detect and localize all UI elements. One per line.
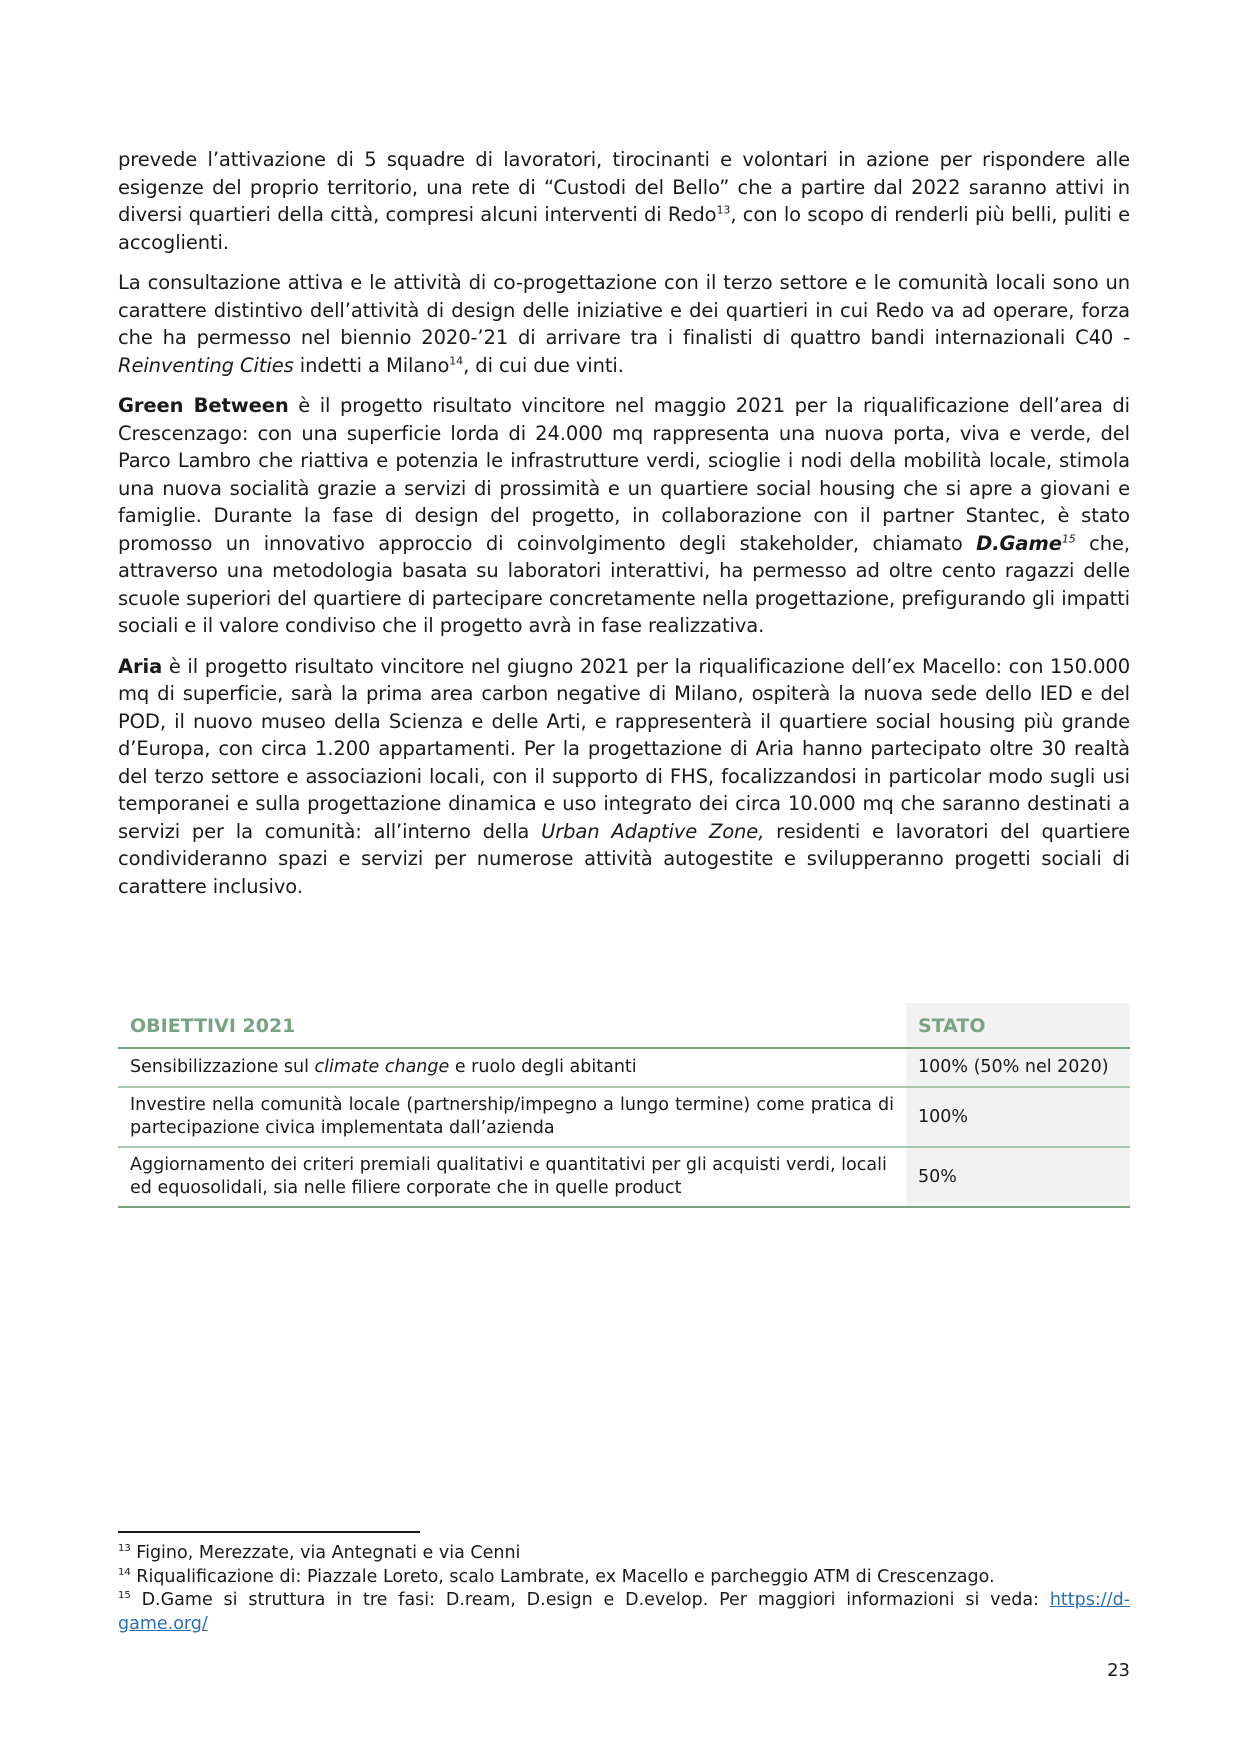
status-cell: 100% (50% nel 2020) [906,1048,1130,1087]
objective-cell: Sensibilizzazione sul climate change e ruolo degli abitanti [118,1048,906,1087]
paragraph-green-between: Green Between è il progetto risultato vincitore nel maggio 2021 per la riqualificazione dell’area di Crescenzago: con una superficie lorda di 24.000 mq rappresenta una nuova porta, viva e verde, del Parco Lambro che riattiva e potenzia le infrastrutture verdi, scioglie i nodi della mobilità locale, stimola una nuova socialità grazie a servizi di prossimità e un quartiere social housing che si apre a giovani e famiglie. Durante la fase di design del progetto, in collaborazione con il partner Stantec, è stato promosso un innovativo approccio di coinvolgimento degli stakeholder, chiamato D.Game$^{15}$ che, attraverso una metodologia basata su laboratori interattivi, ha permesso ad oltre cento ragazzi delle scuole superiori del quartiere di partecipare concretamente nella progettazione, prefigurando gli impatti sociali e il valore condiviso che il progetto avrà in fase realizzativa. [118,394,1130,637]
page-number: 23 [1107,1660,1130,1681]
footnote-separator [118,1531,420,1533]
footnote-14: $^{14}$ Riqualificazione di: Piazzale Loreto, scalo Lambrate, ex Macello e parcheggio ATM di Crescenzago. [118,1566,995,1587]
status-cell: 50% [906,1147,1130,1207]
project-name-aria: Aria [118,654,163,678]
body-text [118,146,1130,913]
footnotes [118,1542,1130,1636]
status-cell: 100% [906,1087,1130,1147]
dgame-link[interactable]: https://d-game.org/ [118,1590,1130,1634]
footnote-13: $^{13}$ Figino, Merezzate, via Antegnati e via Cenni [118,1543,521,1563]
table-row [118,1147,1130,1207]
header-obiettivi: OBIETTIVI 2021 [118,1003,906,1048]
objective-cell: Aggiornamento dei criteri premiali qualitativi e quantitativi per gli acquisti verdi, locali ed equosolidali, sia nelle filiere corporate che in quelle product [118,1147,906,1207]
footnote-ref-13[interactable]: 13 [716,203,731,217]
footnote-15: $^{15}$ D.Game si struttura in tre fasi: D.ream, D.esign e D.evelop. Per maggiori informazioni si veda: https://d-game.org/ [118,1590,1130,1634]
header-stato: STATO [906,1003,1130,1048]
table-header-row [118,1003,1130,1048]
table-row [118,1087,1130,1147]
paragraph-aria: Aria è il progetto risultato vincitore nel giugno 2021 per la riqualificazione dell’ex Macello: con 150.000 mq di superficie, sarà la prima area carbon negative di Milano, ospiterà la nuova sede dello IED e del POD, il nuovo museo della Scienza e delle Arti, e rappresenterà il quartiere social housing più grande d’Europa, con circa 1.200 appartamenti. Per la progettazione di Aria hanno partecipato oltre 30 realtà del terzo settore e associazioni locali, con il supporto di FHS, focalizzandosi in particolar modo sugli usi temporanei e sulla progettazione dinamica e uso integrato dei circa 10.000 mq che saranno destinati a servizi per la comunità: all’interno della Urban Adaptive Zone, residenti e lavoratori del quartiere condivideranno spazi e servizi per numerose attività autogestite e svilupperanno progetti sociali di carattere inclusivo. [118,654,1130,898]
objective-cell: Investire nella comunità locale (partnership/impegno a lungo termine) come pratica di partecipazione civica implementata dall’azienda [118,1087,906,1147]
table-row [118,1048,1130,1087]
paragraph-custodi-del-bello: prevede l’attivazione di 5 squadre di lavoratori, tirocinanti e volontari in azione per rispondere alle esigenze del proprio territorio, una rete di “Custodi del Bello” che a partire dal 2022 saranno attivi in diversi quartieri della città, compresi alcuni interventi di Redo$^{13}$, con lo scopo di renderli più belli, puliti e accoglienti. [118,148,1130,254]
footnote-ref-14[interactable]: 14 [449,354,464,367]
project-name-green-between: Green Between [118,394,289,417]
paragraph-co-progettazione: La consultazione attiva e le attività di co-progettazione con il terzo settore e le comunità locali sono un carattere distintivo dell’attività di design delle iniziative e dei quartieri in cui Redo va ad operare, forza che ha permesso nel biennio 2020-’21 di arrivare tra i finalisti di quattro bandi internazionali C40 - Reinventing Cities indetti a Milano$^{14}$, di cui due vinti. [118,271,1130,377]
project-name-dgame: D.Game [976,531,1062,555]
footnote-ref-15[interactable]: 15 [1061,532,1076,545]
objectives-table [118,1003,1130,1208]
